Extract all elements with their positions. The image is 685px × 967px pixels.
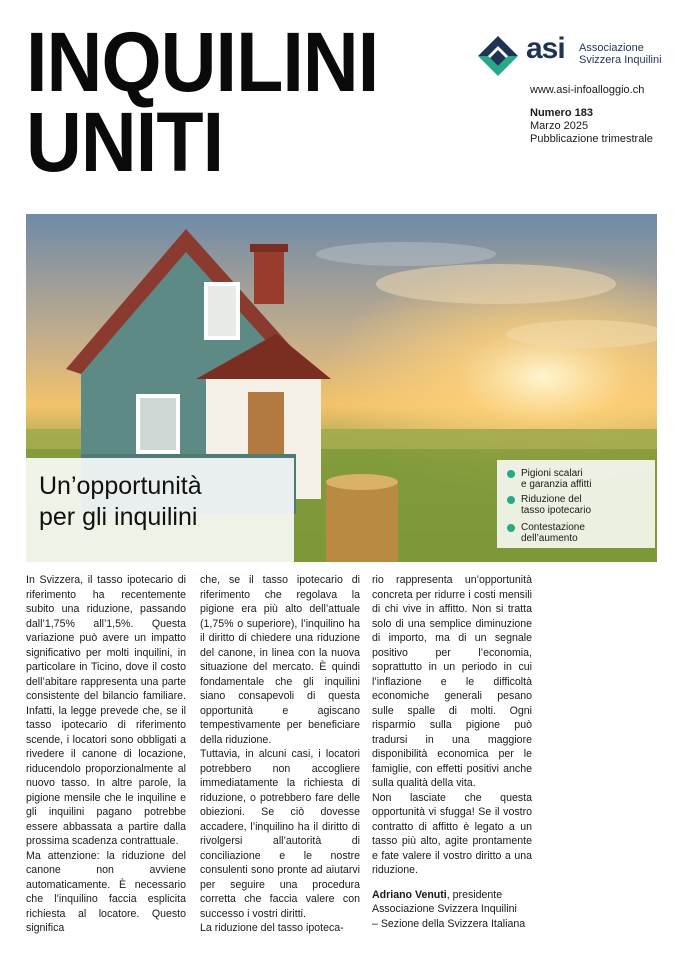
masthead-line-1: INQUILINI xyxy=(26,15,379,109)
signature xyxy=(372,888,532,932)
headline: Un’opportunità per gli inquilini xyxy=(39,472,202,531)
signature-role: , presidente xyxy=(446,888,503,901)
paragraph: che, se il tasso ipotecario di riferimento che regolava la pigione era più alto dell’attuale (1,75% o superiore), l’inquilino ha il diritto di chiedere una riduzione del canone, in linea con la nuova situazione del mercato. È quindi fondamentale che gli inquilini siano consapevoli di questa opportunità e agiscano tempestivamente per beneficiare della riduzione. xyxy=(200,574,360,746)
bullet-dot-icon xyxy=(507,496,515,504)
logo-org-name: Associazione Svizzera Inquilini xyxy=(579,42,662,66)
article-column-3 xyxy=(372,573,532,931)
masthead-title xyxy=(26,15,379,189)
website-link[interactable]: www.asi-infoalloggio.ch xyxy=(530,84,645,96)
paragraph: rio rappresenta un’opportunità concreta per ridurre i costi mensili di chi vive in affitto. Non si tratta solo di una semplice diminuzione di importo, ma di un segnale positivo per l’economia, soprattutto in un periodo in cui l’inflazione e le difficoltà economiche generali pesano sulle spalle di molti. Ogni risparmio sulla pigione può tradursi in una maggiore disponibilità economica per le famiglie, con effetti positivi anche sulla qualità della vita. xyxy=(372,574,532,789)
topic-item[interactable]: Pigioni scalari e garanzia affitti xyxy=(507,468,591,490)
asi-diamond-icon xyxy=(476,34,520,78)
paragraph: La riduzione del tasso ipoteca- xyxy=(200,922,344,934)
issue-date: Marzo 2025 xyxy=(530,120,589,132)
asi-logo[interactable] xyxy=(476,34,666,80)
signature-name: Adriano Venuti xyxy=(372,888,447,901)
article-column-2 xyxy=(200,573,360,936)
topics-list xyxy=(497,460,655,548)
masthead-line-2: UNITI xyxy=(26,95,224,189)
issue-info xyxy=(530,107,653,146)
article-column-1 xyxy=(26,573,186,936)
coin-stack xyxy=(326,474,398,562)
issue-frequency: Pubblicazione trimestrale xyxy=(530,133,653,145)
paragraph: Non lasciate che questa opportunità vi sfugga! Se il vostro contratto di affitto è legato a un tasso più alto, agite prontamente e fate valere il vostro diritto a una riduzione. xyxy=(372,791,532,876)
paragraph: Ma attenzione: la riduzione del canone non avviene automaticamente. È necessario che l’inquilino faccia esplicita richiesta al locatore. Questo significa xyxy=(26,849,186,934)
topic-item[interactable]: Contestazione dell’aumento xyxy=(507,522,585,544)
logo-abbr: asi xyxy=(526,32,565,65)
bullet-dot-icon xyxy=(507,470,515,478)
paragraph: In Svizzera, il tasso ipotecario di riferimento ha recentemente subito una riduzione, passando dall’1,75% all’1,5%. Questa variazione può avere un impatto significativo per molti inquilini, in particolare in Ticino, dove il costo dell’abitare rappresenta una parte consistente del bilancio familiare. Infatti, la legge prevede che, se il tasso ipotecario di riferimento scende, i locatori sono obbligati a rivedere il canone di locazione, riducendolo proporzionalmente al nuovo tasso. In altre parole, la pigione mensile che le inquiline e gli inquilini pagano potrebbe essere abbassata a partire dalla prossima scadenza contrattuale. xyxy=(26,574,186,847)
signature-org-1: Associazione Svizzera Inquilini xyxy=(372,903,517,915)
signature-org-2: – Sezione della Svizzera Italiana xyxy=(372,917,526,930)
headline-box xyxy=(26,458,294,562)
bullet-dot-icon xyxy=(507,524,515,532)
paragraph: Tuttavia, in alcuni casi, i locatori potrebbero non accogliere immediatamente la richiesta di riduzione, o potrebbero fare delle obiezioni. Se ciò dovesse accadere, l’inquilino ha il diritto di rivolgersi all’autorità di conciliazione e le nostre consulenti sono pronte ad aiutarvi per seguire una procedura corretta che faccia valere con successo i vostri diritti. xyxy=(200,748,360,920)
topic-item[interactable]: Riduzione del tasso ipotecario xyxy=(507,494,591,516)
issue-number: Numero 183 xyxy=(530,107,593,119)
